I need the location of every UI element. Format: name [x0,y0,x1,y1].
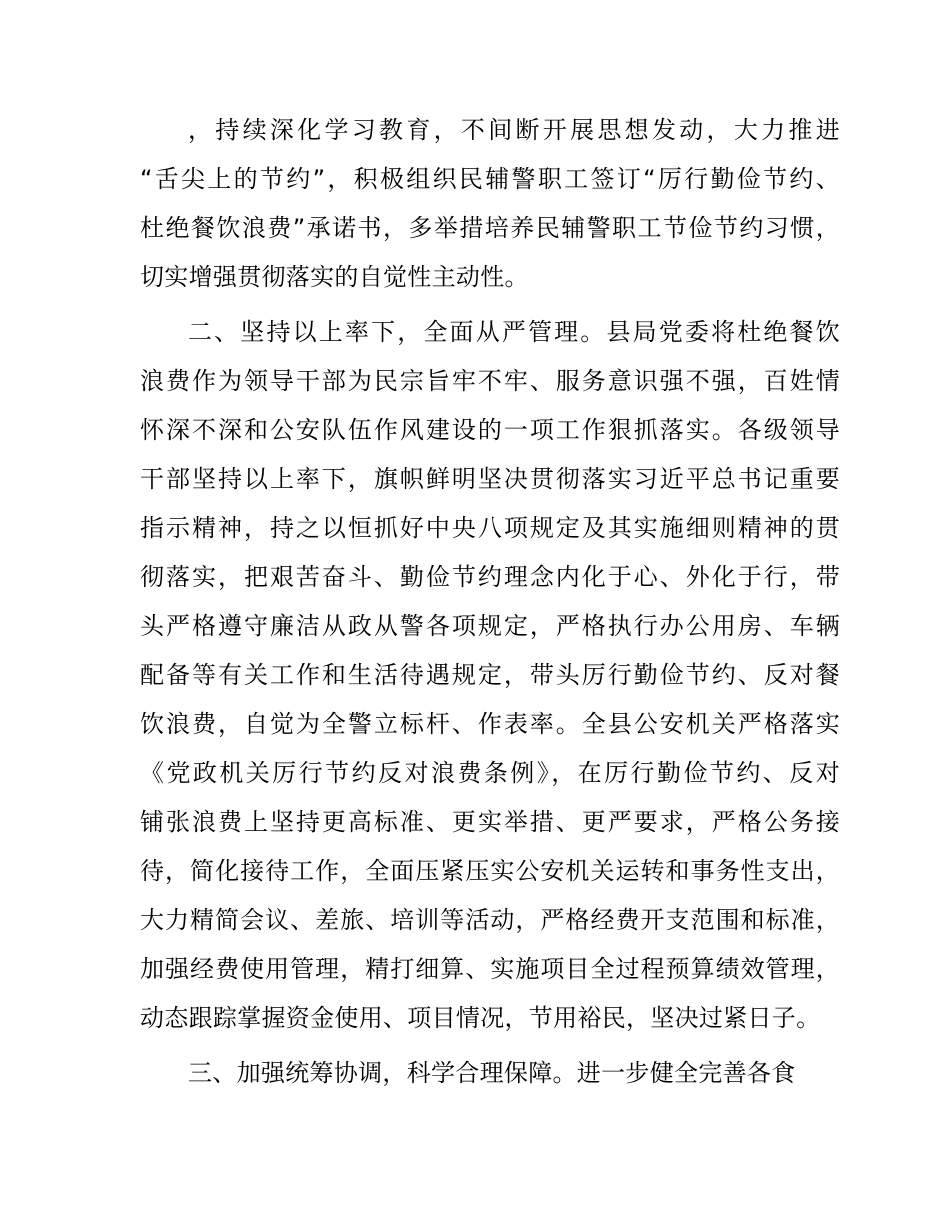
paragraph-line: 头严格遵守廉洁从政从警各项规定，严格执行办公用房、车辆 [140,612,840,640]
paragraph-line: 动态跟踪掌握资金使用、项目情况，节用裕民，坚决过紧日子。 [140,1004,821,1032]
paragraph-line: “舌尖上的节约”，积极组织民辅警职工签订“厉行勤俭节约、 [140,165,840,193]
paragraph-line: 待，简化接待工作，全面压紧压实公安机关运转和事务性支出， [140,857,840,885]
paragraph-line: 配备等有关工作和生活待遇规定，带头厉行勤俭节约、反对餐 [140,661,840,689]
paragraph-line: 彻落实，把艰苦奋斗、勤俭节约理念内化于心、外化于行，带 [140,563,840,591]
paragraph-line: 怀深不深和公安队伍作风建设的一项工作狠抓落实。各级领导 [140,416,840,444]
document-body [140,106,840,1104]
paragraph-line: 指示精神，持之以恒抓好中央八项规定及其实施细则精神的贯 [140,514,840,542]
paragraph-line: 《党政机关厉行节约反对浪费条例》，在厉行勤俭节约、反对 [140,759,840,787]
paragraph-1 [140,106,840,302]
paragraph-line: 二、坚持以上率下，全面从严管理。县局党委将杜绝餐饮 [188,318,840,346]
paragraph-line: 大力精简会议、差旅、培训等活动，严格经费开支范围和标准， [140,906,840,934]
paragraph-line: 加强经费使用管理，精打细算、实施项目全过程预算绩效管理， [140,955,840,983]
paragraph-line: 铺张浪费上坚持更高标准、更实举措、更严要求，严格公务接 [140,808,840,836]
paragraph-line: 杜绝餐饮浪费”承诺书，多举措培养民辅警职工节俭节约习惯， [140,214,840,242]
paragraph-line: ，持续深化学习教育，不间断开展思想发动，大力推进 [188,116,840,144]
paragraph-line: 饮浪费，自觉为全警立标杆、作表率。全县公安机关严格落实 [140,710,840,738]
paragraph-line: 切实增强贯彻落实的自觉性主动性。 [140,263,529,291]
paragraph-3 [140,1049,840,1098]
paragraph-line: 干部坚持以上率下，旗帜鲜明坚决贯彻落实习近平总书记重要 [140,465,840,493]
paragraph-line: 浪费作为领导干部为民宗旨牢不牢、服务意识强不强，百姓情 [140,367,840,395]
paragraph-line: 三、加强统筹协调，科学合理保障。进一步健全完善各食 [188,1059,796,1087]
paragraph-2 [140,308,840,1043]
